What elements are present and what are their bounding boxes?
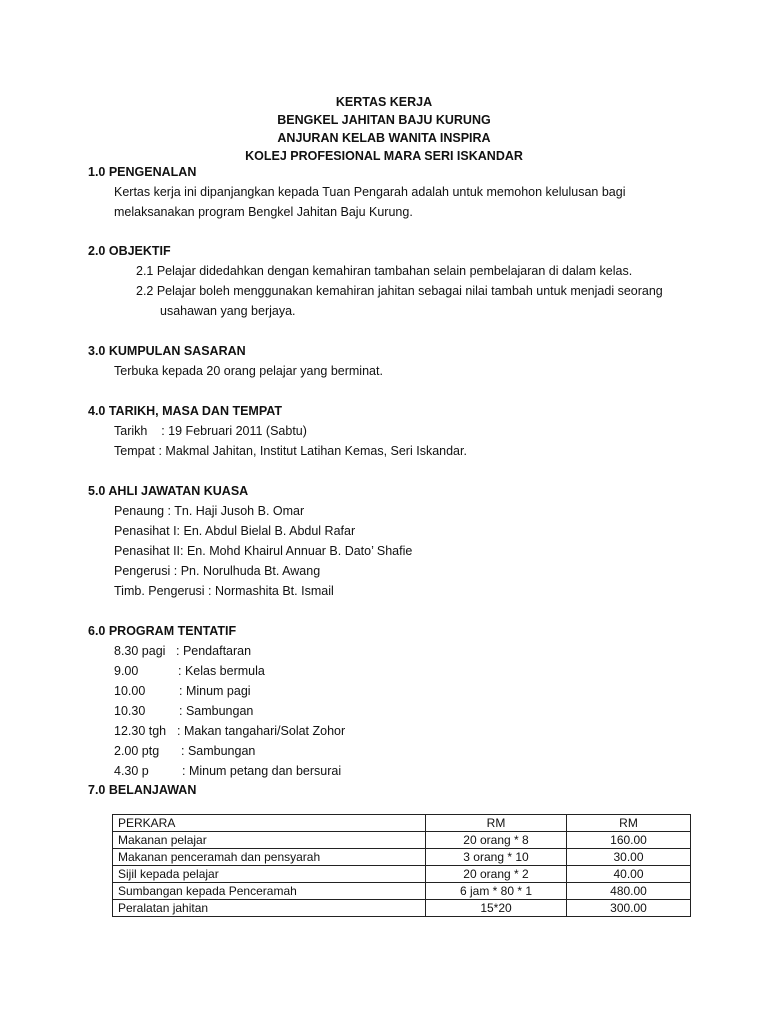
objektif-item-2: 2.2 Pelajar boleh menggunakan kemahiran jahitan sebagai nilai tambah untuk menjadi seorang xyxy=(136,284,663,298)
objektif-item-2-cont: usahawan yang berjaya. xyxy=(160,304,296,318)
table-cell: 480.00 xyxy=(567,883,691,900)
doc-title: KERTAS KERJA xyxy=(335,95,433,109)
section-heading-ajk: 5.0 AHLI JAWATAN KUASA xyxy=(88,484,249,498)
ajk-penasihat-1: Penasihat I: En. Abdul Bielal B. Abdul Rafar xyxy=(114,524,356,538)
tempat-line: Tempat : Makmal Jahitan, Institut Latihan Kemas, Seri Iskandar. xyxy=(114,444,467,458)
table-cell: Makanan penceramah dan pensyarah xyxy=(113,849,426,866)
doc-institution: KOLEJ PROFESIONAL MARA SERI ISKANDAR xyxy=(245,149,523,163)
table-cell: 20 orang * 8 xyxy=(426,832,567,849)
table-header-row xyxy=(113,815,691,832)
table-cell: 20 orang * 2 xyxy=(426,866,567,883)
section-heading-tarikh: 4.0 TARIKH, MASA DAN TEMPAT xyxy=(88,404,282,418)
sasaran-text: Terbuka kepada 20 orang pelajar yang berminat. xyxy=(114,364,383,378)
schedule-activity: : Sambungan xyxy=(181,744,256,758)
table-row xyxy=(113,866,691,883)
schedule-time: 2.00 ptg xyxy=(114,744,160,758)
table-cell: 6 jam * 80 * 1 xyxy=(426,883,567,900)
schedule-time: 9.00 xyxy=(114,664,139,678)
schedule-time: 10.00 xyxy=(114,684,146,698)
table-cell: Makanan pelajar xyxy=(113,832,426,849)
schedule-time: 4.30 p xyxy=(114,764,149,778)
table-row xyxy=(113,849,691,866)
pengenalan-text-line1: Kertas kerja ini dipanjangkan kepada Tuan Pengarah adalah untuk memohon kelulusan bagi xyxy=(114,185,626,199)
ajk-penaung: Penaung : Tn. Haji Jusoh B. Omar xyxy=(114,504,305,518)
section-heading-pengenalan: 1.0 PENGENALAN xyxy=(88,165,197,179)
table-cell: 3 orang * 10 xyxy=(426,849,567,866)
table-cell: 300.00 xyxy=(567,900,691,917)
ajk-timb-pengerusi: Timb. Pengerusi : Normashita Bt. Ismail xyxy=(114,584,334,598)
schedule-activity: : Makan tangahari/Solat Zohor xyxy=(177,724,346,738)
tarikh-line: Tarikh : 19 Februari 2011 (Sabtu) xyxy=(114,424,307,438)
section-heading-tentatif: 6.0 PROGRAM TENTATIF xyxy=(88,624,237,638)
schedule-activity: : Sambungan xyxy=(179,704,254,718)
table-cell: Sumbangan kepada Penceramah xyxy=(113,883,426,900)
table-cell: 30.00 xyxy=(567,849,691,866)
section-heading-sasaran: 3.0 KUMPULAN SASARAN xyxy=(88,344,246,358)
doc-subtitle: BENGKEL JAHITAN BAJU KURUNG xyxy=(277,113,491,127)
table-cell: 40.00 xyxy=(567,866,691,883)
doc-organizer: ANJURAN KELAB WANITA INSPIRA xyxy=(277,131,491,145)
section-heading-belanjawan: 7.0 BELANJAWAN xyxy=(88,783,197,797)
table-cell: Peralatan jahitan xyxy=(113,900,426,917)
table-cell: 160.00 xyxy=(567,832,691,849)
schedule-activity: : Kelas bermula xyxy=(178,664,265,678)
ajk-pengerusi: Pengerusi : Pn. Norulhuda Bt. Awang xyxy=(114,564,321,578)
schedule-time: 10.30 xyxy=(114,704,146,718)
schedule-time: 8.30 pagi xyxy=(114,644,166,658)
table-row xyxy=(113,900,691,917)
pengenalan-text-line2: melaksanakan program Bengkel Jahitan Baju Kurung. xyxy=(114,205,413,219)
section-heading-objektif: 2.0 OBJEKTIF xyxy=(88,244,171,258)
schedule-activity: : Pendaftaran xyxy=(176,644,252,658)
objektif-item-1: 2.1 Pelajar didedahkan dengan kemahiran tambahan selain pembelajaran di dalam kelas. xyxy=(136,264,633,278)
table-header-cell: RM xyxy=(567,815,691,832)
table-cell: 15*20 xyxy=(426,900,567,917)
table-header-cell: PERKARA xyxy=(113,815,426,832)
ajk-penasihat-2: Penasihat II: En. Mohd Khairul Annuar B. Dato’ Shafie xyxy=(114,544,413,558)
table-header-cell: RM xyxy=(426,815,567,832)
table-row xyxy=(113,883,691,900)
table-row xyxy=(113,832,691,849)
budget-table xyxy=(112,814,691,917)
table-cell: Sijil kepada pelajar xyxy=(113,866,426,883)
schedule-activity: : Minum pagi xyxy=(179,684,251,698)
schedule-time: 12.30 tgh xyxy=(114,724,167,738)
schedule-activity: : Minum petang dan bersurai xyxy=(182,764,342,778)
